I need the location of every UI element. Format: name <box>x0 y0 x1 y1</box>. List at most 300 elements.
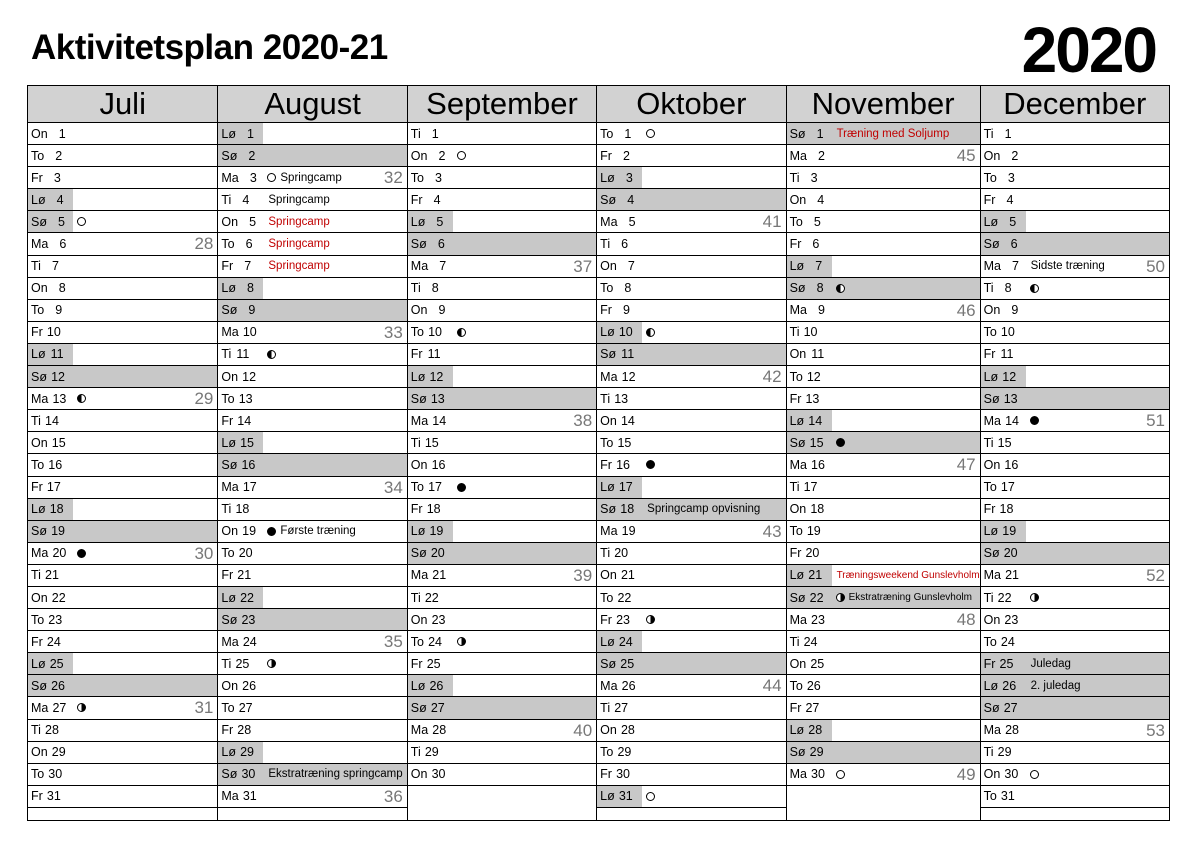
day-label <box>597 546 643 560</box>
day-row <box>787 410 980 432</box>
day-row <box>597 565 785 587</box>
day-row <box>218 477 406 499</box>
day-number: 11 <box>621 347 635 362</box>
weekday-abbrev: To <box>31 767 45 782</box>
weekday-abbrev: To <box>600 590 614 605</box>
day-label <box>981 325 1027 339</box>
weekday-abbrev: Fr <box>600 612 612 627</box>
day-number: 17 <box>803 480 818 495</box>
day-number: 25 <box>49 656 64 671</box>
day-number: 14 <box>432 413 447 428</box>
day-row <box>408 587 596 609</box>
day-label <box>787 392 833 406</box>
day-row <box>787 123 980 145</box>
day-label <box>218 215 264 229</box>
day-label <box>981 281 1027 295</box>
event-note: Træningsweekend Gunslevholm <box>836 569 980 581</box>
weekday-abbrev: Lø <box>600 789 615 804</box>
day-label <box>218 679 264 693</box>
day-row <box>787 587 980 609</box>
day-row <box>28 587 217 609</box>
day-number: 15 <box>240 435 254 450</box>
day-row <box>408 167 596 189</box>
day-number: 30 <box>616 767 630 782</box>
month-column-december <box>980 86 1169 820</box>
day-number: 11 <box>811 347 825 362</box>
weekday-abbrev: On <box>221 214 239 229</box>
day-number: 10 <box>1000 325 1015 340</box>
day-row <box>408 344 596 366</box>
day-row <box>787 521 980 543</box>
day-number: 1 <box>1004 126 1012 141</box>
weekday-abbrev: Lø <box>983 214 999 229</box>
day-label <box>28 237 74 251</box>
weekday-abbrev: Sø <box>221 148 238 163</box>
day-number: 31 <box>46 789 61 804</box>
weekday-abbrev: Lø <box>410 678 426 693</box>
weekday-abbrev: Lø <box>410 214 426 229</box>
weekday-abbrev: Sø <box>789 435 806 450</box>
day-number: 23 <box>48 612 63 627</box>
weekday-abbrev: To <box>789 524 803 539</box>
day-row <box>981 742 1169 764</box>
day-label <box>787 568 833 582</box>
day-row <box>981 653 1169 675</box>
day-row <box>787 697 980 719</box>
day-label <box>981 591 1027 605</box>
day-label <box>408 215 454 229</box>
day-label <box>787 657 833 671</box>
event-note: Juledag <box>1030 657 1071 670</box>
weekday-abbrev: Fr <box>600 148 612 163</box>
weekday-abbrev: Ma <box>31 391 49 406</box>
day-row <box>408 720 596 742</box>
day-row <box>597 499 785 521</box>
weekday-abbrev: To <box>983 634 997 649</box>
day-number: 25 <box>999 656 1014 671</box>
weekday-abbrev: Ti <box>31 723 41 738</box>
day-number: 4 <box>433 192 441 207</box>
day-number: 17 <box>428 480 442 495</box>
day-row <box>597 233 785 255</box>
day-label <box>787 613 833 627</box>
weekday-abbrev: Lø <box>789 568 805 583</box>
day-number: 19 <box>51 524 65 539</box>
moon-last-icon <box>77 394 86 403</box>
day-label <box>981 679 1027 693</box>
month-header: November <box>787 86 980 123</box>
day-label <box>597 723 643 737</box>
weekday-abbrev: On <box>983 612 1001 627</box>
day-label <box>408 524 454 538</box>
day-number: 2 <box>623 148 630 163</box>
weekday-abbrev: Fr <box>410 347 423 362</box>
day-label <box>28 414 74 428</box>
day-label <box>408 723 454 737</box>
day-number: 5 <box>436 214 444 229</box>
day-row <box>787 653 980 675</box>
day-number: 5 <box>249 214 257 229</box>
day-label <box>28 613 74 627</box>
day-row <box>597 278 785 300</box>
day-label <box>28 546 74 560</box>
event-note: Springcamp <box>268 215 330 228</box>
day-label <box>787 591 833 605</box>
day-number: 1 <box>431 126 439 141</box>
day-number: 7 <box>439 259 447 274</box>
day-label <box>981 347 1027 361</box>
day-row <box>218 300 406 322</box>
day-row <box>787 454 980 476</box>
day-number: 13 <box>238 391 253 406</box>
day-number: 11 <box>50 347 64 362</box>
day-number: 1 <box>624 126 632 141</box>
week-number: 52 <box>1146 565 1165 585</box>
day-row <box>408 675 596 697</box>
event-note: Første træning <box>280 525 356 538</box>
weekday-abbrev: Sø <box>31 214 47 229</box>
day-label <box>597 215 643 229</box>
day-row <box>408 543 596 565</box>
day-row <box>28 786 217 808</box>
day-number: 21 <box>808 568 823 583</box>
day-row <box>597 675 785 697</box>
day-row <box>787 742 980 764</box>
day-row <box>218 764 406 786</box>
day-number: 8 <box>816 281 824 296</box>
day-number: 19 <box>242 524 257 539</box>
day-row <box>218 521 406 543</box>
day-label <box>408 127 454 141</box>
day-row <box>408 653 596 675</box>
day-label <box>597 480 643 494</box>
day-label <box>597 149 643 163</box>
day-row <box>981 366 1169 388</box>
day-number: 13 <box>430 391 445 406</box>
day-number: 19 <box>806 524 821 539</box>
weekday-abbrev: Fr <box>983 502 996 517</box>
day-row <box>597 366 785 388</box>
weekday-abbrev: Sø <box>410 546 427 561</box>
day-label <box>28 392 74 406</box>
day-number: 4 <box>1006 192 1014 207</box>
month-column-september <box>407 86 596 820</box>
day-label <box>787 502 833 516</box>
day-row <box>597 543 785 565</box>
weekday-abbrev: Lø <box>221 745 236 760</box>
day-label <box>218 436 264 450</box>
day-label <box>787 303 833 317</box>
day-row <box>787 631 980 653</box>
day-row <box>218 587 406 609</box>
day-label <box>787 546 833 560</box>
day-label <box>28 701 74 715</box>
day-label <box>218 789 264 803</box>
weekday-abbrev: On <box>31 435 48 450</box>
day-row <box>981 565 1169 587</box>
day-row <box>597 631 785 653</box>
weekday-abbrev: Lø <box>31 502 46 517</box>
weekday-abbrev: Ma <box>789 303 807 318</box>
day-number: 3 <box>435 170 442 185</box>
day-number: 18 <box>49 502 64 517</box>
weekday-abbrev: Lø <box>600 325 615 340</box>
event-note: 2. juledag <box>1030 679 1081 692</box>
week-number: 28 <box>194 234 214 254</box>
day-label <box>787 149 833 163</box>
day-row <box>787 322 980 344</box>
day-label <box>218 767 264 781</box>
day-number: 5 <box>1009 214 1017 229</box>
day-row <box>597 477 785 499</box>
day-number: 21 <box>45 568 59 583</box>
weekday-abbrev: On <box>410 148 428 163</box>
weekday-abbrev: Ma <box>600 524 618 539</box>
weekday-abbrev: To <box>789 214 803 229</box>
day-row <box>981 631 1169 653</box>
day-label <box>981 370 1027 384</box>
day-row <box>408 211 596 233</box>
weekday-abbrev: On <box>789 502 807 517</box>
day-row <box>787 366 980 388</box>
day-number: 25 <box>426 656 441 671</box>
day-row <box>787 432 980 454</box>
day-number: 19 <box>1002 524 1017 539</box>
day-row <box>28 697 217 719</box>
weekday-abbrev: On <box>221 678 239 693</box>
day-number: 16 <box>616 457 630 472</box>
day-label <box>28 635 74 649</box>
day-row <box>408 454 596 476</box>
day-number: 14 <box>620 413 635 428</box>
weekday-abbrev: Ti <box>789 325 800 340</box>
day-number: 30 <box>431 767 446 782</box>
day-row <box>408 521 596 543</box>
day-number: 12 <box>51 369 65 384</box>
day-label <box>597 127 643 141</box>
weekday-abbrev: Lø <box>410 369 426 384</box>
day-label <box>981 215 1027 229</box>
day-label <box>28 524 74 538</box>
day-row <box>597 609 785 631</box>
day-label <box>981 414 1027 428</box>
day-label <box>28 149 74 163</box>
week-number: 53 <box>1146 720 1165 740</box>
day-row <box>787 477 980 499</box>
day-label <box>981 149 1027 163</box>
day-label <box>597 789 643 803</box>
weekday-abbrev: On <box>410 457 428 472</box>
day-row <box>981 388 1169 410</box>
day-label <box>981 502 1027 516</box>
day-row <box>408 322 596 344</box>
day-label <box>218 392 264 406</box>
day-row <box>218 233 406 255</box>
event-note: Ekstratræning springcamp <box>268 768 403 781</box>
week-number: 29 <box>194 389 214 409</box>
day-row <box>408 697 596 719</box>
day-label <box>597 259 643 273</box>
weekday-abbrev: Fr <box>410 192 423 207</box>
month-header: September <box>408 86 596 123</box>
day-number: 29 <box>424 745 439 760</box>
weekday-abbrev: Sø <box>221 457 238 472</box>
weekday-abbrev: Fr <box>221 259 234 274</box>
day-row <box>218 499 406 521</box>
day-label <box>218 524 264 538</box>
day-number: 27 <box>1003 700 1018 715</box>
year-label: 2020 <box>1021 14 1156 86</box>
day-row <box>787 565 980 587</box>
day-row <box>28 145 217 167</box>
weekday-abbrev: Lø <box>983 369 999 384</box>
day-label <box>981 127 1027 141</box>
day-label <box>28 657 74 671</box>
weekday-abbrev: Ti <box>983 435 994 450</box>
day-label <box>981 259 1027 273</box>
day-row <box>218 256 406 278</box>
page-title: Aktivitetsplan 2020-21 <box>31 28 388 67</box>
weekday-abbrev: Lø <box>221 590 236 605</box>
day-row <box>597 786 785 808</box>
weekday-abbrev: Ti <box>983 590 994 605</box>
day-number: 15 <box>424 435 439 450</box>
day-number: 12 <box>242 369 257 384</box>
weekday-abbrev: Ti <box>221 347 232 362</box>
month-header: August <box>218 86 406 123</box>
moon-first-icon <box>457 637 466 646</box>
day-label <box>408 745 454 759</box>
day-number: 7 <box>52 259 59 274</box>
day-row <box>597 432 785 454</box>
day-number: 9 <box>55 303 63 318</box>
weekday-abbrev: Ma <box>983 413 1001 428</box>
weekday-abbrev: Ti <box>983 126 994 141</box>
day-row <box>218 565 406 587</box>
day-number: 6 <box>437 237 445 252</box>
weekday-abbrev: Sø <box>410 391 427 406</box>
weekday-abbrev: Ti <box>221 656 232 671</box>
day-label <box>408 237 454 251</box>
day-label <box>28 127 74 141</box>
day-number: 13 <box>52 391 67 406</box>
weekday-abbrev: Sø <box>410 237 427 252</box>
weekday-abbrev: On <box>221 524 239 539</box>
day-number: 4 <box>56 192 64 207</box>
day-row <box>408 123 596 145</box>
day-row <box>28 499 217 521</box>
weekday-abbrev: To <box>600 126 614 141</box>
day-row <box>28 609 217 631</box>
weekday-abbrev: Fr <box>31 634 43 649</box>
day-row <box>218 366 406 388</box>
day-row <box>981 344 1169 366</box>
day-label <box>787 171 833 185</box>
day-label <box>28 303 74 317</box>
day-label <box>218 723 264 737</box>
weekday-abbrev: Lø <box>789 723 805 738</box>
day-label <box>408 502 454 516</box>
day-row <box>787 300 980 322</box>
day-row <box>597 189 785 211</box>
day-row <box>28 764 217 786</box>
day-label <box>408 193 454 207</box>
day-number: 3 <box>1007 170 1015 185</box>
day-row <box>28 410 217 432</box>
day-label <box>28 745 74 759</box>
day-number: 23 <box>241 612 256 627</box>
day-row <box>787 256 980 278</box>
weekday-abbrev: Sø <box>600 656 617 671</box>
day-row <box>218 145 406 167</box>
weekday-abbrev: On <box>410 303 428 318</box>
day-number: 9 <box>438 303 446 318</box>
day-row <box>787 189 980 211</box>
day-label <box>981 480 1027 494</box>
day-number: 31 <box>1000 789 1015 804</box>
day-label <box>408 347 454 361</box>
day-row <box>28 720 217 742</box>
moon-full-icon <box>267 173 276 182</box>
week-number: 44 <box>762 676 782 696</box>
moon-last-icon <box>836 284 845 293</box>
day-label <box>218 701 264 715</box>
day-number: 11 <box>1000 347 1014 362</box>
week-number: 33 <box>383 322 403 342</box>
day-number: 22 <box>51 590 66 605</box>
weekday-abbrev: Lø <box>221 435 236 450</box>
day-label <box>28 259 74 273</box>
weekday-abbrev: On <box>983 303 1001 318</box>
weekday-abbrev: Sø <box>221 303 238 318</box>
day-number: 7 <box>627 259 635 274</box>
day-label <box>597 635 643 649</box>
weekday-abbrev: To <box>410 634 424 649</box>
day-number: 12 <box>1002 369 1017 384</box>
day-row <box>218 543 406 565</box>
weekday-abbrev: Lø <box>983 524 999 539</box>
calendar-grid <box>27 85 1170 821</box>
day-row <box>981 432 1169 454</box>
day-number: 2 <box>438 148 446 163</box>
weekday-abbrev: Sø <box>983 237 1000 252</box>
moon-last-icon <box>1030 284 1039 293</box>
day-row <box>981 189 1169 211</box>
day-number: 5 <box>628 214 636 229</box>
day-number: 22 <box>240 590 254 605</box>
day-number: 9 <box>817 303 825 318</box>
week-number: 45 <box>956 146 976 166</box>
month-header: Oktober <box>597 86 785 123</box>
day-label <box>28 679 74 693</box>
event-note: Ekstratræning Gunslevholm <box>848 592 972 604</box>
week-number: 38 <box>573 411 593 431</box>
weekday-abbrev: Ti <box>789 170 800 185</box>
day-label <box>787 237 833 251</box>
day-row <box>408 477 596 499</box>
weekday-abbrev: Ma <box>221 480 239 495</box>
weekday-abbrev: To <box>410 325 424 340</box>
weekday-abbrev: Fr <box>31 325 43 340</box>
moon-full-icon <box>836 770 845 779</box>
day-row <box>597 764 785 786</box>
day-number: 12 <box>806 369 821 384</box>
day-label <box>218 745 264 759</box>
weekday-abbrev: Ti <box>600 700 611 715</box>
weekday-abbrev: Lø <box>221 281 236 296</box>
week-number: 37 <box>573 256 593 276</box>
weekday-abbrev: Ma <box>600 369 618 384</box>
